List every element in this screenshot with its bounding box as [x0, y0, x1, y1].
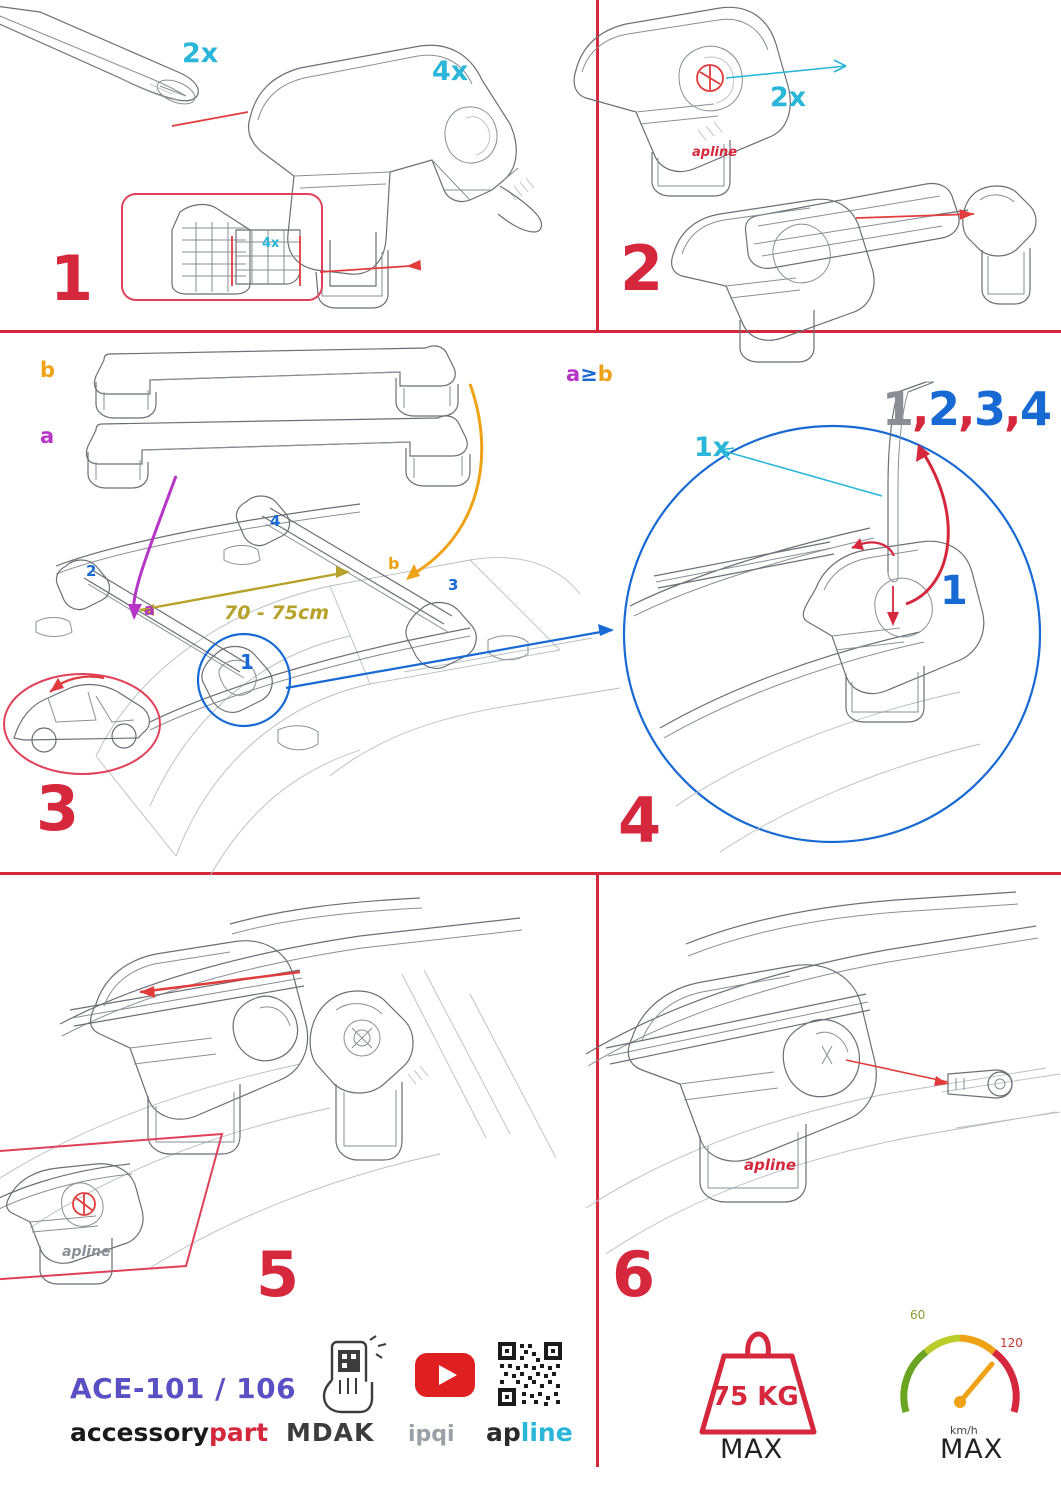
- speed-max-text: MAX: [940, 1434, 1004, 1465]
- brand-mdak: MDAK: [286, 1418, 375, 1447]
- seq-1: 1: [882, 382, 915, 436]
- step-number-2: 2: [620, 232, 664, 305]
- svg-text:apline: apline: [744, 1156, 796, 1174]
- step1-qty-2x: 2x: [182, 38, 219, 69]
- pos-3: 3: [448, 576, 459, 594]
- pos-4: 4: [270, 512, 281, 530]
- label-a: a: [40, 424, 55, 448]
- label-rule: a≥b: [566, 362, 613, 386]
- label-b: b: [40, 358, 56, 382]
- step-number-4: 4: [618, 784, 662, 857]
- svg-text:apline: apline: [62, 1244, 111, 1260]
- step2-qty-2x: 2x: [770, 82, 807, 113]
- step-number-1: 1: [50, 242, 94, 315]
- step1-qty-4x: 4x: [432, 56, 469, 87]
- step-number-5: 5: [256, 1238, 300, 1311]
- product-code: ACE-101 / 106: [70, 1372, 297, 1405]
- bar-a-marker: a: [144, 600, 155, 619]
- seq-comma-3: ,: [1004, 382, 1022, 436]
- bar-b-marker: b: [388, 554, 400, 573]
- step1-inset-qty: 4x: [262, 236, 280, 251]
- step6-illustration: [596, 878, 1061, 1298]
- speed-max-label: 120: [1000, 1336, 1023, 1350]
- seq-comma-2: ,: [958, 382, 976, 436]
- step-number-6: 6: [612, 1238, 656, 1311]
- svg-text:apline: apline: [692, 145, 738, 160]
- step-number-3: 3: [36, 772, 80, 845]
- step4-highlight-1: 1: [940, 568, 968, 614]
- seq-4: 4: [1020, 382, 1053, 436]
- brand-ipqi: ipqi: [408, 1422, 455, 1447]
- seq-3: 3: [974, 382, 1007, 436]
- section-divider-1: [0, 330, 1061, 333]
- qr-hand-icon: [318, 1336, 398, 1416]
- brand-apline: apline: [486, 1418, 573, 1447]
- speed-min-label: 60: [910, 1308, 926, 1322]
- pos-1: 1: [240, 650, 254, 674]
- speed-unit: km/h: [950, 1424, 978, 1437]
- seq-comma-1: ,: [912, 382, 930, 436]
- seq-2: 2: [928, 382, 961, 436]
- pos-2: 2: [86, 562, 97, 580]
- step4-qty-1x: 1x: [694, 432, 731, 463]
- youtube-icon[interactable]: [414, 1352, 476, 1398]
- step2-illustration: [596, 0, 1061, 330]
- weight-max-label: MAX: [720, 1434, 784, 1465]
- dimension-label: 70 - 75cm: [224, 602, 330, 624]
- qr-code-icon: [496, 1340, 564, 1408]
- brand-accessorypart: accessorypart: [70, 1418, 269, 1447]
- weight-value: 75 KG: [712, 1382, 799, 1412]
